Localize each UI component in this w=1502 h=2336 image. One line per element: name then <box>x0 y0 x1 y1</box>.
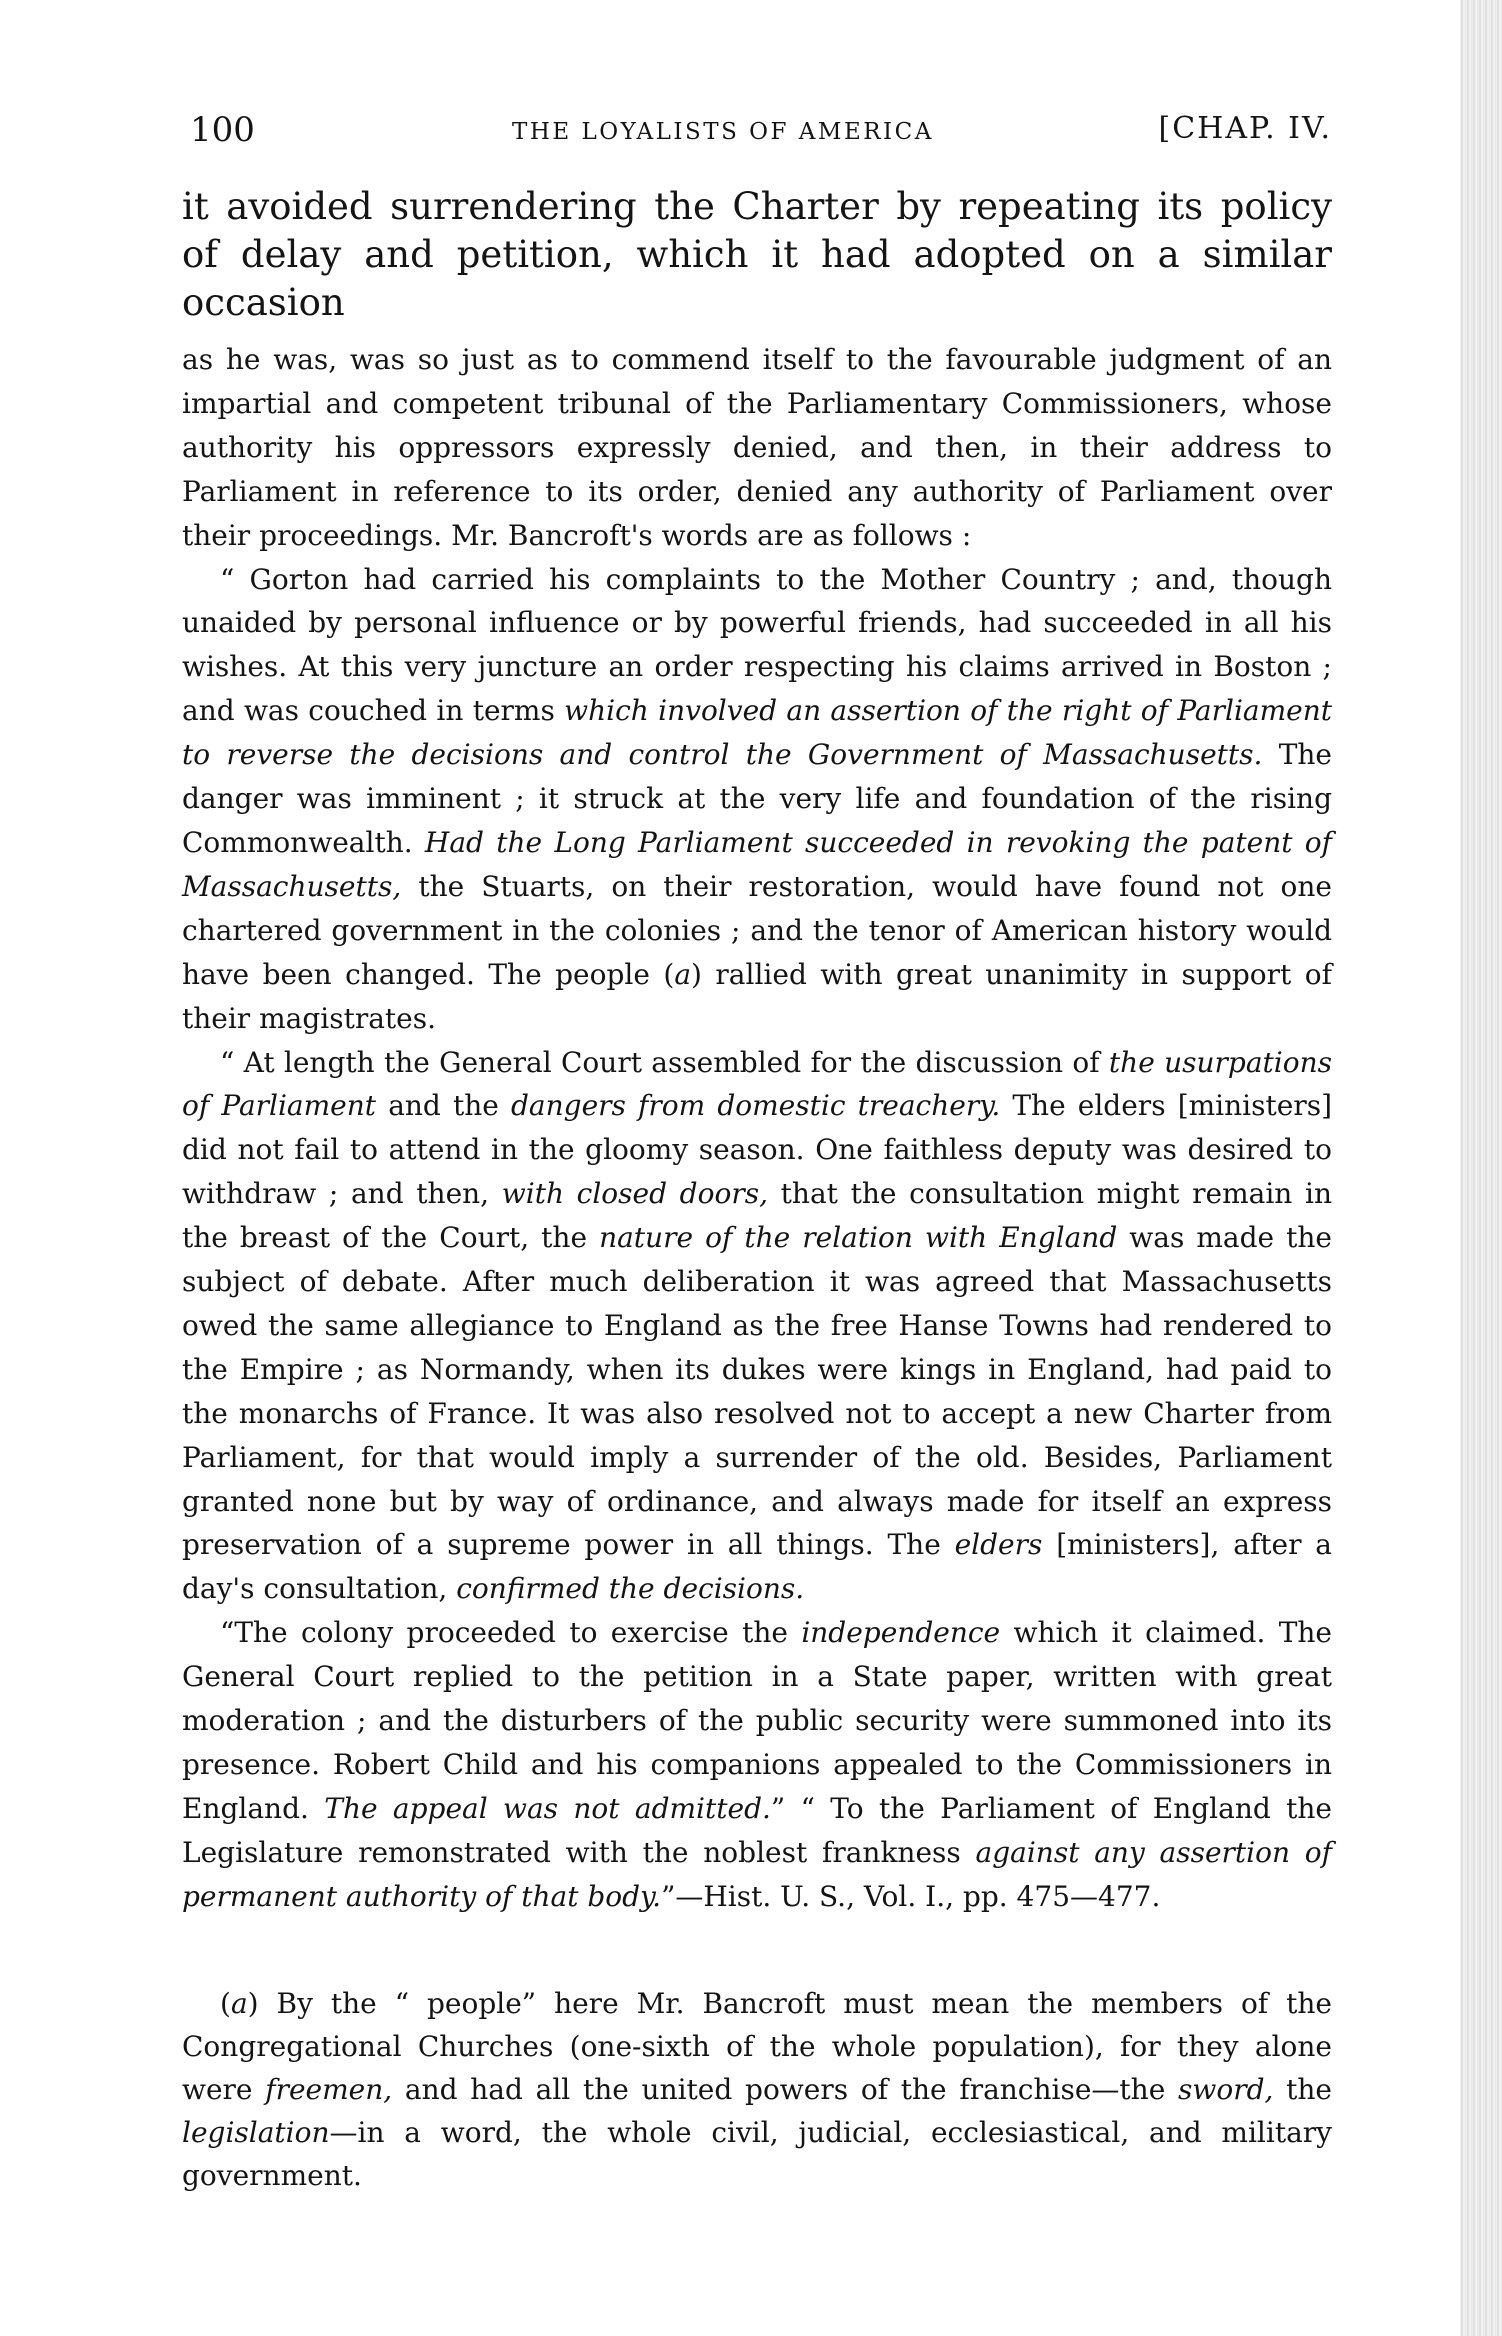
text-run: The danger was imminent ; it struck at the very life and foundation of the rising Commonwealth. <box>182 738 1332 859</box>
text-run: ) By the “ people” here Mr. Bancroft must mean the members of the Congregational Churches (one-sixth of the whole population), for they alone were <box>182 1987 1332 2106</box>
italic-run: which involved an assertion of the right of Parliament to reverse the decisions and control the Government of Massachusetts. <box>182 694 1333 772</box>
text-run: ”—Hist. U. S., Vol. I., pp. 475—477. <box>661 1879 1161 1913</box>
text-run: and the <box>376 1089 511 1123</box>
text-run: —in a word, the whole civil, judicial, ecclesiastical, and military government. <box>182 2116 1332 2192</box>
text-run: and had all the united powers of the franchise—the <box>392 2073 1178 2106</box>
italic-run: freemen, <box>265 2073 393 2106</box>
text-run: The elders [ministers] did not fail to attend in the gloomy season. One faithless deputy was desired to withdraw ; and then, <box>182 1089 1332 1211</box>
paragraph-quote-colony <box>182 1611 1332 1918</box>
text-run: the <box>1273 2073 1332 2106</box>
italic-run: against any assertion of permanent authority of that body. <box>182 1835 1332 1913</box>
page-number: 100 <box>190 110 255 150</box>
paragraph-intro: as he was, was so just as to commend itself to the favourable judgment of an impartial and competent tribunal of the Parliamentary Commissioners, whose authority his oppressors expressly denied, and then, in their address to Parliament in reference to its order, denied any authority of Parliament over their proceedings. Mr. Bancroft's words are as follows : <box>182 343 1332 552</box>
main-text <box>182 338 1332 1919</box>
italic-run: legislation <box>182 2116 330 2149</box>
text-run: the Stuarts, on their restoration, would have found not one chartered government in the colonies ; and the tenor of American history would have been changed. The people ( <box>182 869 1332 991</box>
text-run: which it claimed. The General Court replied to the petition in a State paper, written with great moderation ; and the disturbers of the public security were summoned into its presence. Robert Child and his companions appealed to the Commissioners in England. <box>182 1616 1332 1825</box>
italic-run: nature of the relation with England <box>599 1221 1118 1255</box>
footnote-text <box>182 1982 1332 2197</box>
footnote-marker: a <box>230 1987 248 2020</box>
italic-run: sword, <box>1178 2073 1274 2106</box>
text-run: “The colony proceeded to exercise the <box>220 1616 802 1650</box>
text-run: that the consultation might remain in the breast of the Court, the <box>182 1177 1332 1255</box>
page-edge-shadow <box>1460 0 1502 2336</box>
text-run: [ministers], after a day's consultation, <box>182 1528 1332 1606</box>
italic-run: The appeal was not admitted. <box>324 1791 771 1825</box>
italic-run: independence <box>801 1616 1001 1650</box>
text-run: was made the subject of debate. After much deliberation it was agreed that Massachusetts owed the same allegiance to England as the free Hanse Towns had rendered to the Empire ; as Normandy, when its dukes were kings in England, had paid to the monarchs of France. It was also resolved not to accept a new Charter from Parliament, for that would imply a surrender of the old. Besides, Parliament granted none but by way of ordinance, and always made for itself an express preservation of a supreme power in all things. The <box>182 1221 1332 1562</box>
italic-run: Had the Long Parliament succeeded in revoking the patent of Massachusetts, <box>182 825 1332 903</box>
footnote <box>182 1982 1332 2197</box>
paragraph-quote-general-court <box>182 1041 1332 1612</box>
italic-run: the usurpations of Parliament <box>182 1045 1332 1123</box>
paragraph-quote-gorton <box>182 558 1332 1041</box>
running-title: THE LOYALISTS OF AMERICA <box>512 119 934 145</box>
text-run: “ Gorton had carried his complaints to the Mother Country ; and, though unaided by personal influence or by powerful friends, had succeeded in all his wishes. At this very juncture an order respecting his claims arrived in Boston ; and was couched in terms <box>182 562 1332 728</box>
italic-run: dangers from domestic treachery. <box>511 1089 1001 1123</box>
lead-paragraph: it avoided surrendering the Charter by repeating its policy of delay and petition, which it had adopted on a similar occasion <box>182 185 1332 324</box>
text-run: ( <box>220 1987 231 2020</box>
chapter-label: [CHAP. IV. <box>1158 111 1332 146</box>
italic-run: elders <box>954 1528 1043 1562</box>
text-run: ) rallied with great unanimity in support of their magistrates. <box>182 957 1332 1035</box>
text-run: ” “ To the Parliament of England the Legislature remonstrated with the noblest frankness <box>182 1791 1332 1869</box>
italic-run: confirmed the decisions. <box>456 1572 805 1606</box>
text-run: “ At length the General Court assembled for the discussion of <box>220 1045 1109 1079</box>
italic-run: with closed doors, <box>501 1177 768 1211</box>
footnote-ref: a <box>674 957 692 991</box>
running-header <box>182 110 1332 156</box>
